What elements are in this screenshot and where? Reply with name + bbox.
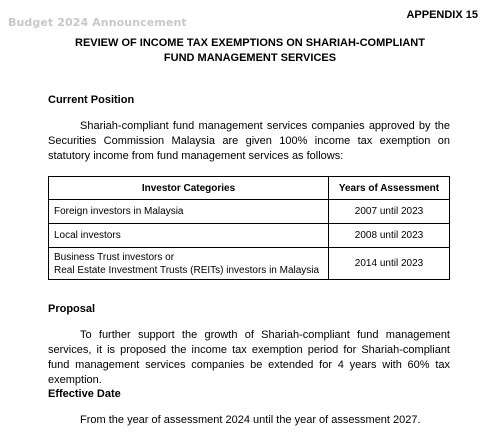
current-position-heading: Current Position <box>48 94 135 106</box>
header-investor-categories: Investor Categories <box>49 177 329 200</box>
document-title <box>40 36 460 66</box>
proposal-paragraph: To further support the growth of Shariah-compliant fund management services, it is proposed the income tax exemption period for Shariah-compliant fund management services companies be extended for 4 years with 60% tax exemption. <box>48 329 450 386</box>
years-of-assessment-cell: 2007 until 2023 <box>329 200 450 224</box>
effective-date-heading: Effective Date <box>48 388 121 400</box>
investor-category-text: Business Trust investors or <box>54 251 175 263</box>
effective-date-text: From the year of assessment 2024 until the year of assessment 2027. <box>80 414 421 426</box>
investor-category-cell <box>49 200 329 224</box>
appendix-label: APPENDIX 15 <box>406 9 478 21</box>
table-row <box>49 224 450 248</box>
table-row <box>49 248 450 280</box>
investor-table <box>48 176 450 280</box>
investor-category-cell <box>49 224 329 248</box>
years-of-assessment-cell: 2014 until 2023 <box>329 248 450 280</box>
investor-category-text: Local investors <box>54 230 121 241</box>
current-position-paragraph: Shariah-compliant fund management services companies approved by the Securities Commission Malaysia are given 100% income tax exemption on statutory income from fund management services as follows: <box>48 120 450 162</box>
table-row <box>49 200 450 224</box>
years-of-assessment-cell: 2008 until 2023 <box>329 224 450 248</box>
investor-category-cell <box>49 248 329 280</box>
document-title-line-2: FUND MANAGEMENT SERVICES <box>163 52 337 64</box>
investor-category-text: Real Estate Investment Trusts (REITs) investors in Malaysia <box>54 264 320 276</box>
header-years-of-assessment: Years of Assessment <box>329 177 450 200</box>
document-title-line-1: REVIEW OF INCOME TAX EXEMPTIONS ON SHARIAH-COMPLIANT <box>75 37 425 49</box>
proposal-heading: Proposal <box>48 303 96 315</box>
table-header-row <box>49 177 450 200</box>
investor-category-text: Foreign investors in Malaysia <box>54 206 184 217</box>
watermark-label: Budget 2024 Announcement <box>8 16 187 29</box>
